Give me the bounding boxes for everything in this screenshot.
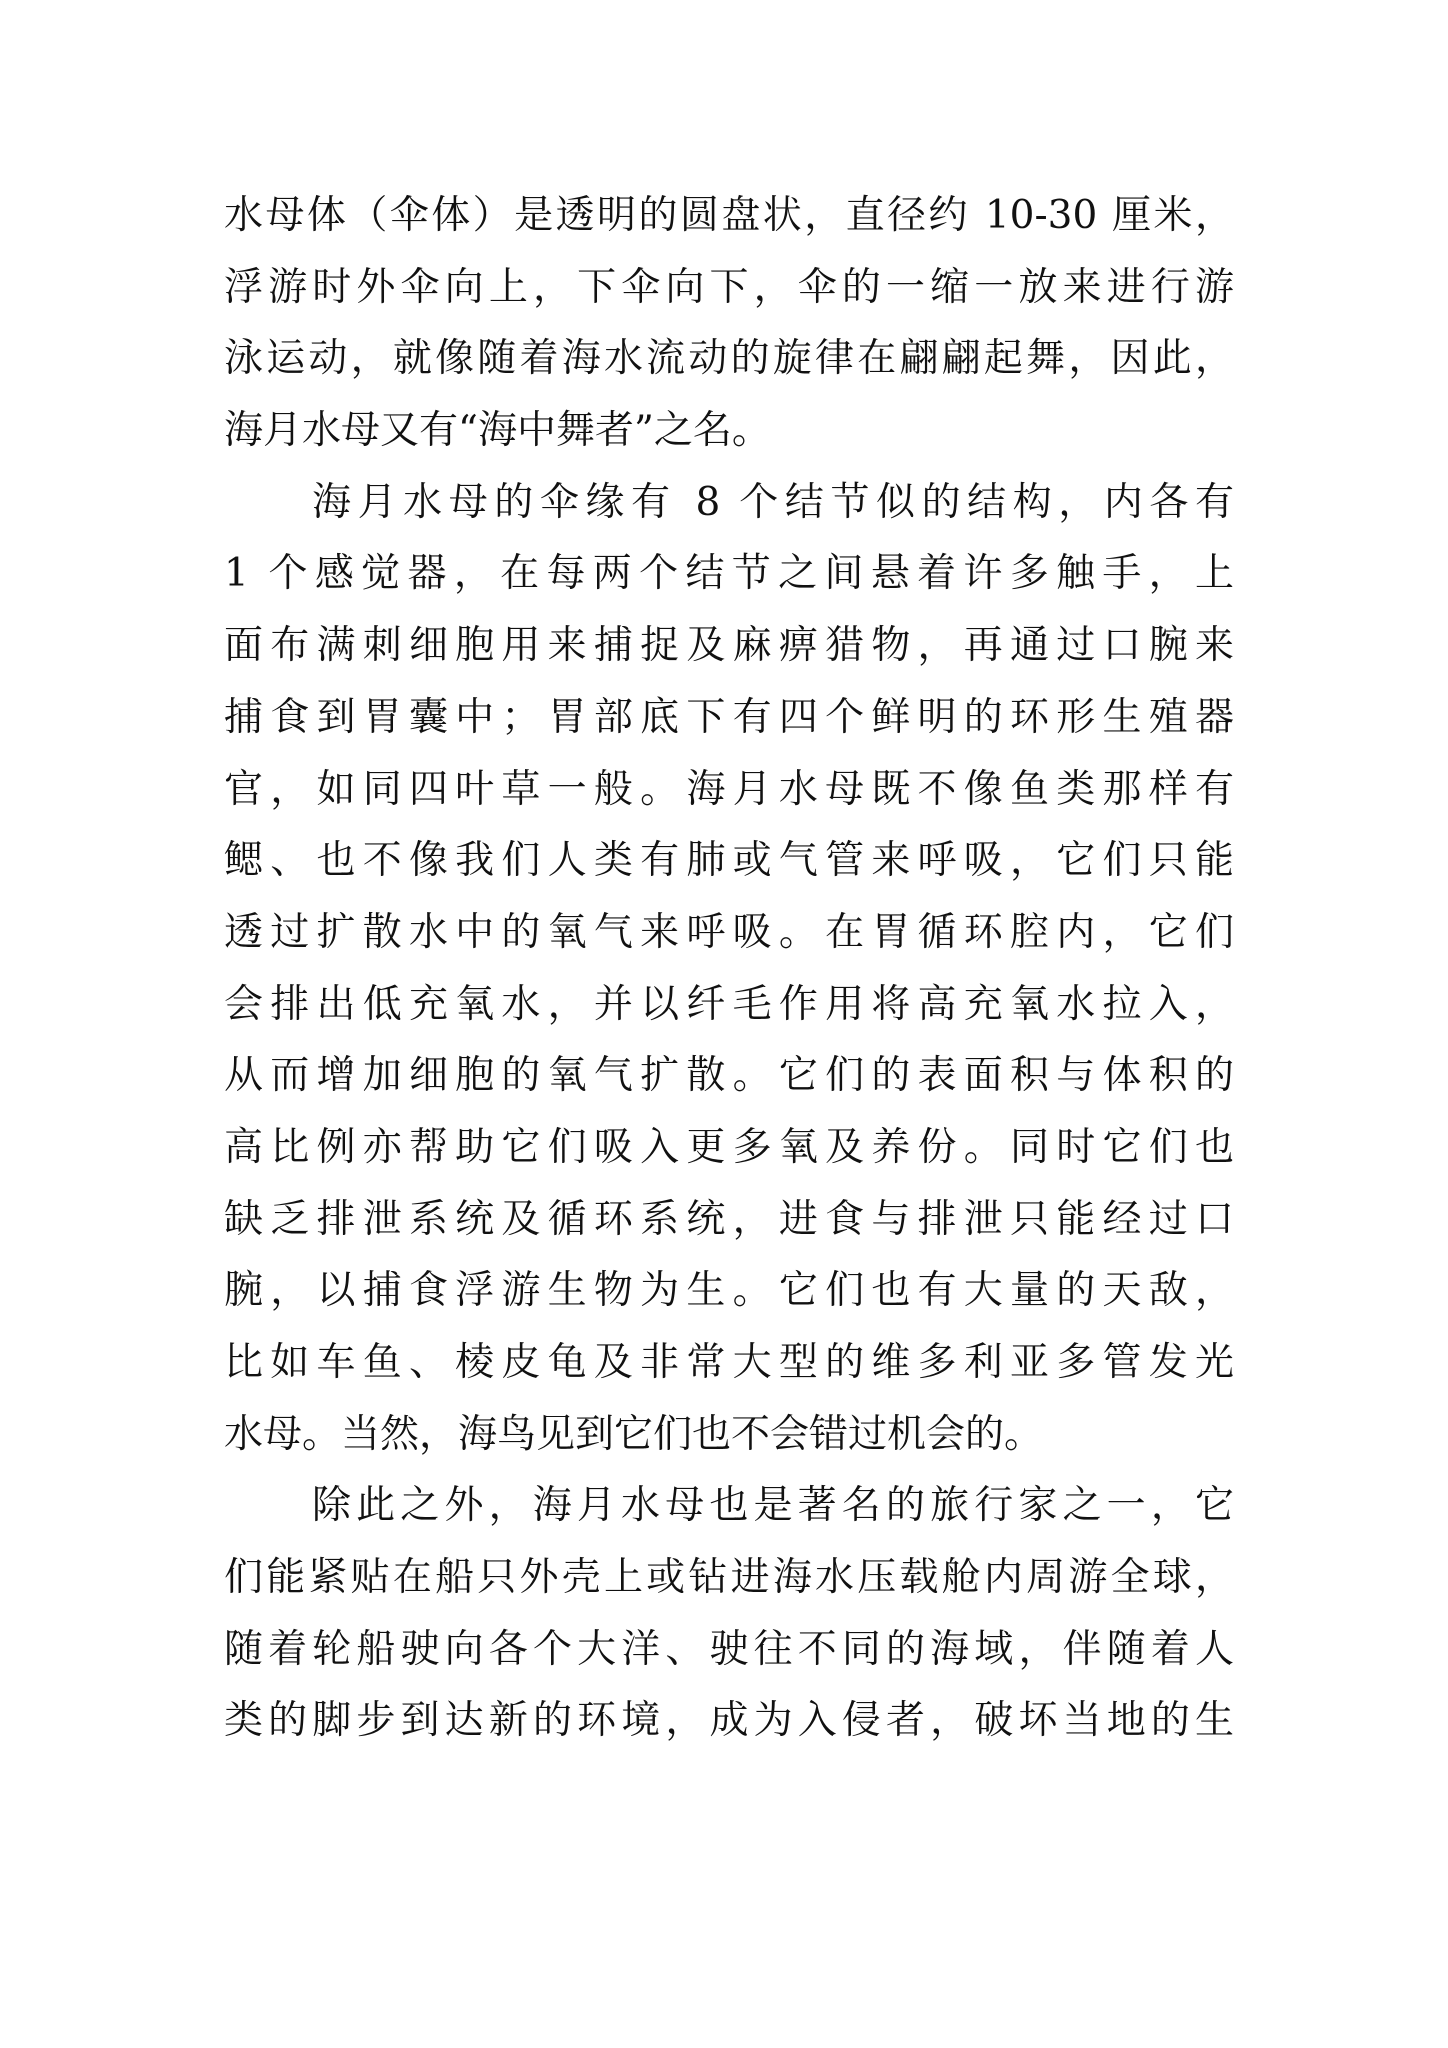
- text-line: 高比例亦帮助它们吸入更多氧及养份。同时它们也: [224, 1124, 1234, 1170]
- text-line: 官，如同四叶草一般。海月水母既不像鱼类那样有: [224, 766, 1234, 812]
- text-line: 腕，以捕食浮游生物为生。它们也有大量的天敌，: [224, 1268, 1234, 1314]
- text-line: 随着轮船驶向各个大洋、驶往不同的海域，伴随着人: [224, 1626, 1234, 1672]
- text-line: 海月水母的伞缘有 8 个结节似的结构，内各有: [312, 479, 1234, 525]
- text-line: 比如车鱼、棱皮龟及非常大型的维多利亚多管发光: [224, 1340, 1234, 1385]
- text-line: 鳃、也不像我们人类有肺或气管来呼吸，它们只能: [224, 838, 1234, 884]
- text-line: 们能紧贴在船只外壳上或钻进海水压载舱内周游全球，: [224, 1555, 1234, 1601]
- text-line: 水母。当然，海鸟见到它们也不会错过机会的。: [224, 1411, 1044, 1457]
- text-line: 从而增加细胞的氧气扩散。它们的表面积与体积的: [224, 1053, 1234, 1099]
- text-line: 水母体（伞体）是透明的圆盘状，直径约 10-30 厘米，: [224, 193, 1234, 238]
- body-text: [224, 180, 1234, 1757]
- text-line: 会排出低充氧水，并以纤毛作用将高充氧水拉入，: [224, 981, 1234, 1027]
- text-line: 缺乏排泄系统及循环系统，进食与排泄只能经过口: [224, 1196, 1234, 1242]
- text-line: 类的脚步到达新的环境，成为入侵者，破坏当地的生: [224, 1698, 1234, 1744]
- text-line: 浮游时外伞向上，下伞向下，伞的一缩一放来进行游: [224, 264, 1234, 310]
- text-line: 海月水母又有“海中舞者”之名。: [224, 408, 771, 454]
- text-line: 除此之外，海月水母也是著名的旅行家之一，它: [312, 1483, 1234, 1529]
- text-line: 捕食到胃囊中；胃部底下有四个鲜明的环形生殖器: [224, 694, 1234, 740]
- text-line: 1 个感觉器，在每两个结节之间悬着许多触手，上: [224, 551, 1234, 597]
- text-line: 面布满刺细胞用来捕捉及麻痹猎物，再通过口腕来: [224, 623, 1234, 669]
- text-line: 透过扩散水中的氧气来呼吸。在胃循环腔内，它们: [224, 909, 1234, 955]
- text-line: 泳运动，就像随着海水流动的旋律在翩翩起舞，因此，: [224, 336, 1234, 382]
